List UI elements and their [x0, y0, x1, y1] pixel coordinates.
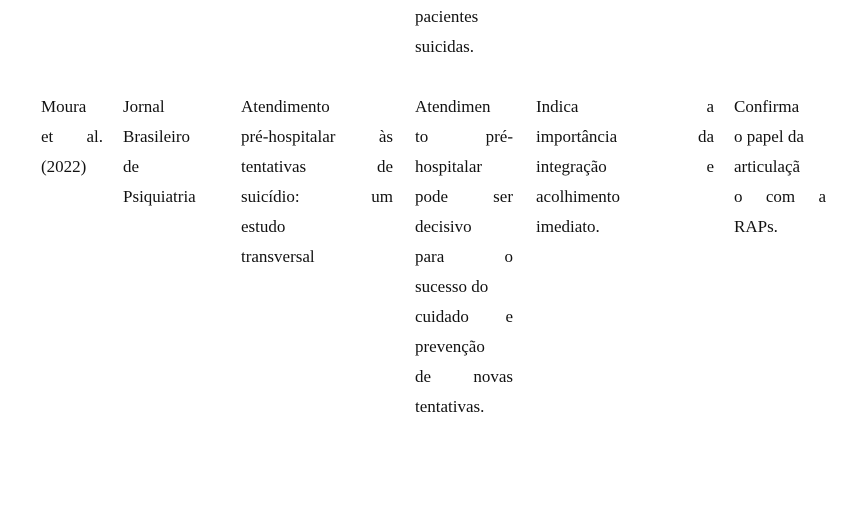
text-line: Brasileiro — [123, 127, 191, 146]
text-line: tentativas de — [241, 157, 393, 176]
text-line: para o — [415, 247, 513, 266]
text-line: acolhimento — [536, 187, 621, 206]
text-line: transversal — [241, 247, 315, 266]
text-line: importância da — [536, 127, 714, 146]
text-line: tentativas. — [415, 397, 485, 416]
text-line: estudo — [241, 217, 286, 236]
text-line: Confirma — [734, 97, 800, 116]
text-line: hospitalar — [415, 157, 483, 176]
text-line: to pré- — [415, 127, 513, 146]
text-line: prevenção — [415, 337, 485, 356]
text-line: Moura — [41, 97, 87, 116]
text-line: Atendimento — [241, 97, 330, 116]
text-line: decisivo — [415, 217, 472, 236]
text-line: sucesso do — [415, 277, 489, 296]
text-line: de novas — [415, 367, 513, 386]
text-line: pacientes — [415, 7, 479, 26]
text-line: Atendimen — [415, 97, 491, 116]
text-line: (2022) — [41, 157, 87, 176]
text-line: o papel da — [734, 127, 804, 146]
text-line: imediato. — [536, 217, 600, 236]
text-line: o com a — [734, 187, 826, 206]
text-line: pode ser — [415, 187, 513, 206]
text-line: integração e — [536, 157, 714, 176]
text-line: suicídio: um — [241, 187, 393, 206]
text-line: pré-hospitalar às — [241, 127, 393, 146]
text-line: RAPs. — [734, 217, 778, 236]
text-line: articulaçã — [734, 157, 801, 176]
text-line: de — [123, 157, 140, 176]
text-line: cuidado e — [415, 307, 513, 326]
text-line: et al. — [41, 127, 103, 146]
text-line: suicidas. — [415, 37, 475, 56]
text-line: Jornal — [123, 97, 165, 116]
text-line: Indica a — [536, 97, 714, 116]
text-line: Psiquiatria — [123, 187, 196, 206]
